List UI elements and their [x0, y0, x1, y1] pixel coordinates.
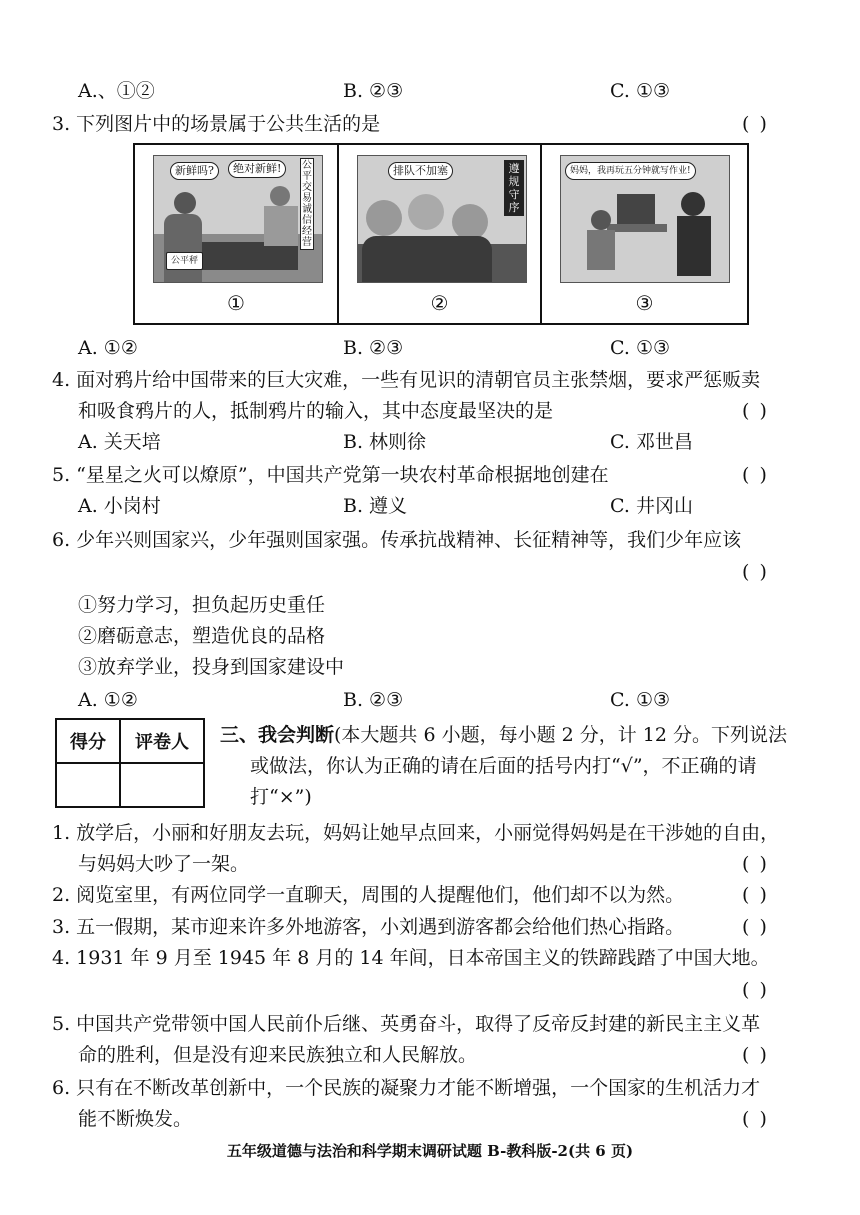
q6-stem: 6. 少年兴则国家兴，少年强则国家强。传承抗战精神、长征精神等，我们少年应该: [52, 529, 742, 551]
picture-1-scale-label: 公平秤: [166, 252, 203, 270]
judge-6-answer-paren: ( ): [742, 1108, 769, 1130]
section-3-desc-line-2: 或做法，你认为正确的请在后面的括号内打“√”，不正确的请: [250, 755, 757, 777]
judge-2-line-1: 2. 阅览室里，有两位同学一直聊天，周围的人提醒他们，他们却不以为然。: [52, 884, 685, 906]
q5-option-b: B. 遵义: [343, 495, 408, 517]
prev-option-a: A.、①②: [78, 80, 155, 102]
q6-item-1: ①努力学习，担负起历史重任: [78, 594, 326, 616]
q6-item-3: ③放弃学业，投身到国家建设中: [78, 656, 345, 678]
section-3-heading: [220, 722, 787, 748]
prev-option-b: B. ②③: [343, 80, 404, 102]
q5-option-a: A. 小岗村: [78, 495, 161, 517]
score-header: 得分: [56, 719, 120, 763]
judge-4-answer-paren: ( ): [742, 979, 769, 1001]
q5-answer-paren: ( ): [742, 464, 769, 486]
q3-option-c: C. ①③: [610, 337, 671, 359]
q4-stem-line-2: 和吸食鸦片的人，抵制鸦片的输入，其中态度最坚决的是: [78, 400, 554, 422]
picture-panel-1: [135, 145, 339, 323]
picture-1-bubble-2: 绝对新鲜!: [228, 160, 286, 178]
picture-2-sign: 遵规守序: [504, 160, 524, 216]
picture-number-2: ②: [430, 291, 449, 315]
picture-number-1: ①: [227, 291, 245, 315]
q6-answer-paren: ( ): [742, 561, 769, 583]
picture-1-sign: 公平交易 诚信经营: [302, 160, 312, 248]
score-table: [55, 718, 205, 808]
judge-6-line-1: 6. 只有在不断改革创新中，一个民族的凝聚力才能不断增强，一个国家的生机活力才: [52, 1077, 761, 1099]
picture-2-bubble: 排队不加塞: [388, 162, 453, 180]
judge-5-line-2: 命的胜利，但是没有迎来民族独立和人民解放。: [78, 1044, 478, 1066]
judge-2-answer-paren: ( ): [742, 884, 769, 906]
picture-number-3: ③: [635, 291, 654, 315]
judge-1-line-1: 1. 放学后，小丽和好朋友去玩，妈妈让她早点回来，小丽觉得妈妈是在干涉她的自由，: [52, 822, 780, 844]
q4-option-c: C. 邓世昌: [610, 431, 693, 453]
q4-option-b: B. 林则徐: [343, 431, 427, 453]
picture-panel-3: [542, 145, 747, 323]
prev-option-c: C. ①③: [610, 80, 671, 102]
judge-4-line-1: 4. 1931 年 9 月至 1945 年 8 月的 14 年间，日本帝国主义的铁蹄践踏了中国大地。: [52, 947, 770, 969]
judge-5-line-1: 5. 中国共产党带领中国人民前仆后继、英勇奋斗，取得了反帝反封建的新民主主义革: [52, 1013, 761, 1035]
judge-1-answer-paren: ( ): [742, 853, 769, 875]
market-scene-image: [153, 155, 323, 283]
section-3-desc-line-3: 打“×”): [250, 786, 312, 808]
score-cell[interactable]: [56, 763, 120, 807]
judge-5-answer-paren: ( ): [742, 1044, 769, 1066]
judge-3-line-1: 3. 五一假期，某市迎来许多外地游客，小刘遇到游客都会给他们热心指路。: [52, 916, 685, 938]
picture-3-bubble: 妈妈，我再玩五分钟就写作业!: [565, 162, 696, 180]
q6-item-2: ②磨砺意志，塑造优良的品格: [78, 625, 326, 647]
queue-scene-image: [357, 155, 527, 283]
q3-picture-strip: [133, 143, 749, 325]
judge-3-answer-paren: ( ): [742, 916, 769, 938]
q3-option-a: A. ①②: [78, 337, 138, 359]
section-3-title: 三、我会判断: [220, 724, 335, 746]
q4-answer-paren: ( ): [742, 400, 769, 422]
page-footer: 五年级道德与法治和科学期末调研试题 B-教科版-2(共 6 页): [226, 1142, 634, 1160]
q3-option-b: B. ②③: [343, 337, 404, 359]
q6-option-a: A. ①②: [78, 689, 138, 711]
grader-header: 评卷人: [120, 719, 204, 763]
q3-answer-paren: ( ): [742, 113, 769, 135]
q6-option-b: B. ②③: [343, 689, 404, 711]
section-3-desc-line-1: (本大题共 6 小题，每小题 2 分，计 12 分。下列说法: [334, 724, 788, 746]
grader-cell[interactable]: [120, 763, 204, 807]
picture-1-bubble-1: 新鲜吗?: [170, 162, 219, 180]
picture-panel-2: [339, 145, 542, 323]
q4-stem-line-1: 4. 面对鸦片给中国带来的巨大灾难，一些有见识的清朝官员主张禁烟，要求严惩贩卖: [52, 369, 761, 391]
home-computer-scene-image: [560, 155, 730, 283]
q3-stem: 3. 下列图片中的场景属于公共生活的是: [52, 113, 381, 135]
q4-option-a: A. 关天培: [78, 431, 161, 453]
q5-option-c: C. 井冈山: [610, 495, 693, 517]
q5-stem: 5. “星星之火可以燎原”，中国共产党第一块农村革命根据地创建在: [52, 464, 609, 486]
q6-option-c: C. ①③: [610, 689, 671, 711]
judge-6-line-2: 能不断焕发。: [78, 1108, 193, 1130]
judge-1-line-2: 与妈妈大吵了一架。: [78, 853, 250, 875]
